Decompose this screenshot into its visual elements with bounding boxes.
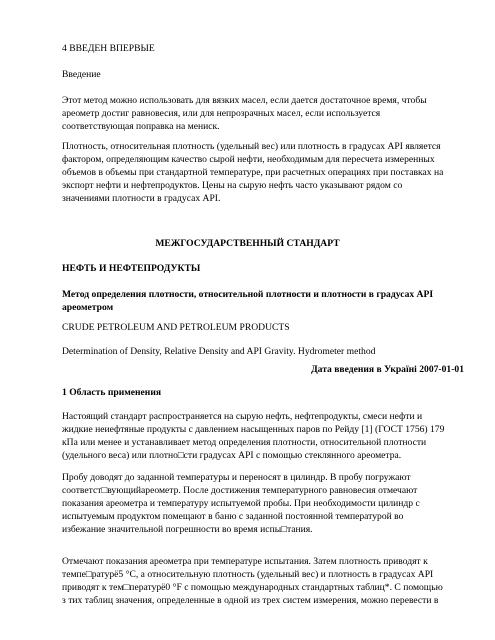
introduction-paragraph-2: Плотность, относительная плотность (удельный вес) или плотность в градусах API является фактором, определяющим качество сырой нефти, необходимым для пересчета измеренных объемов в объемы при стандартной температуре, при расчетных операциях при поставках на экспорт нефти и нефтепродуктов. Цены на сырую нефть часто указывают рядом со значениями плотности в градусах API. [62,141,444,204]
section-1-paragraph-2: Пробу доводят до заданной температуры и переносят в цилиндр. В пробу погружают соответст□вующийареометр. После достижения температурного равновесия отмечают показания ареометра и температуру испытуемой пробы. При необходимости цилиндр с испытуемым продуктом помещают в баню с заданной постоянной температурой во избежание значительной погрешности во время испы□тания. [62,472,420,535]
standard-type-title: МЕЖГОСУДАРСТВЕННЫЙ СТАНДАРТ [155,238,340,249]
section-1-title: 1 Область применения [62,387,162,398]
section-1-paragraph-1: Настоящий стандарт распространяется на сырую нефть, нефтепродукты, смеси нефти и жидкие неиефтяные продукты с давлением насыщенных паров по Рейду [1] (ГОСТ 1756) 179 кПа или менее и устанавливает метод определения плотности, относительной плотности (удельного веса) или плотно□сти градусах API с помощью стеклянного ареометра. [62,411,445,461]
introduction-paragraph-1: Этот метод можно использовать для вязких масел, если дается достаточное время, чтобы ареометр достиг равновесия, или для непрозрачных масел, если используется соответствующая поправка на мениск. [62,95,427,132]
effective-date: Дата введения в Україні 2007-01-01 [311,364,464,375]
english-title: CRUDE PETROLEUM AND PETROLEUM PRODUCTS [62,322,290,333]
english-method-title: Determination of Density, Relative Density and API Gravity. Hydrometer method [62,346,376,357]
method-title: Метод определения плотности, относительной плотности и плотности в градусах API ареометром [62,289,434,313]
section-1-paragraph-3: Отмечают показания ареометра при температуре испытания. Затем плотность приводят к темпе□ратурё5 °С, а относительную плотность (удельный вес) и плотность в градусах API приводят к тем□пературё0 °F с помощью международных стандартных таблиц*. С помощью з тих таблиц значения, определенные в одной из трех систем измерения, можно перевести в [62,556,443,606]
product-title: НЕФТЬ И НЕФТЕПРОДУКТЫ [62,263,201,274]
introduction-heading: Введение [62,69,101,80]
introduction-note: 4 ВВЕДЕН ВПЕРВЫЕ [62,43,155,54]
